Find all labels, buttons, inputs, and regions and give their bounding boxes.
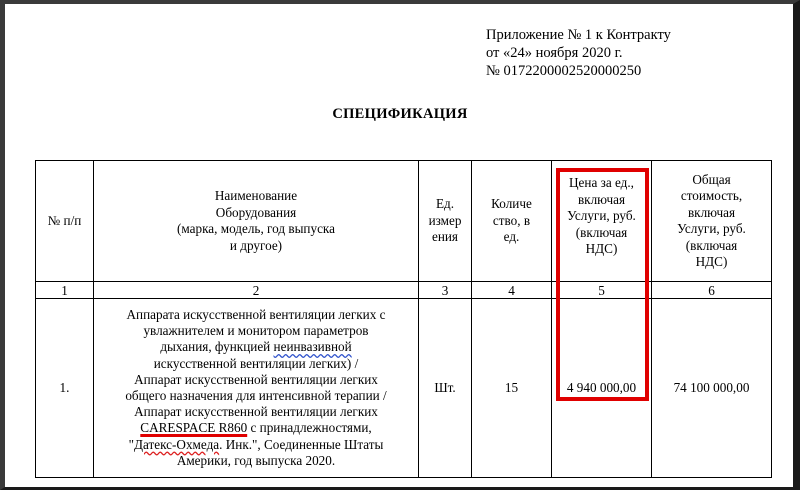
row-qty: 15 [472, 299, 552, 478]
appendix-header [486, 26, 671, 80]
appendix-line-1: Приложение № 1 к Контракту [486, 27, 671, 43]
col-number: 6 [652, 282, 772, 299]
row-total: 74 100 000,00 [652, 299, 772, 478]
header-num: № п/п [36, 161, 94, 282]
row-price: 4 940 000,00 [552, 299, 652, 478]
header-qty: Количе ство, в ед. [472, 161, 552, 282]
header-name: Наименование Оборудования (марка, модель, год выпуска и другое) [94, 161, 419, 282]
col-number: 5 [552, 282, 652, 299]
col-number: 2 [94, 282, 419, 299]
model-highlight: CARESPACE R860 [140, 420, 248, 436]
col-number: 4 [472, 282, 552, 299]
price-column-highlight [556, 168, 649, 401]
table-header-row [36, 161, 772, 282]
specification-table [35, 160, 772, 478]
header-unit: Ед. измер ения [419, 161, 472, 282]
column-number-row [36, 282, 772, 299]
header-total: Общая стоимость, включая Услуги, руб. (включая НДС) [652, 161, 772, 282]
row-unit: Шт. [419, 299, 472, 478]
table-row [36, 299, 772, 478]
document-title: СПЕЦИФИКАЦИЯ [332, 106, 468, 122]
appendix-line-2: от «24» ноября 2020 г. [486, 45, 623, 61]
appendix-line-3: № 0172200002520000250 [486, 63, 642, 79]
row-name: Аппарата искусственной вентиляции легких с увлажнителем и монитором параметров дыхания, функцией неинвазивной искусственной вентиляции легких) / Аппарат искусственной вентиляции легких общего назначения для интенсивной терапии / Аппарат искусственной вентиляции легких CARESPACE R860 с принадлежностями, "Датекс-Охмеда. Инк.", Соединенные Штаты Америки, год выпуска 2020. [94, 299, 419, 478]
row-num: 1. [36, 299, 94, 478]
col-number: 1 [36, 282, 94, 299]
header-price: Цена за ед., включая Услуги, руб. (включая НДС) [552, 161, 652, 282]
col-number: 3 [419, 282, 472, 299]
